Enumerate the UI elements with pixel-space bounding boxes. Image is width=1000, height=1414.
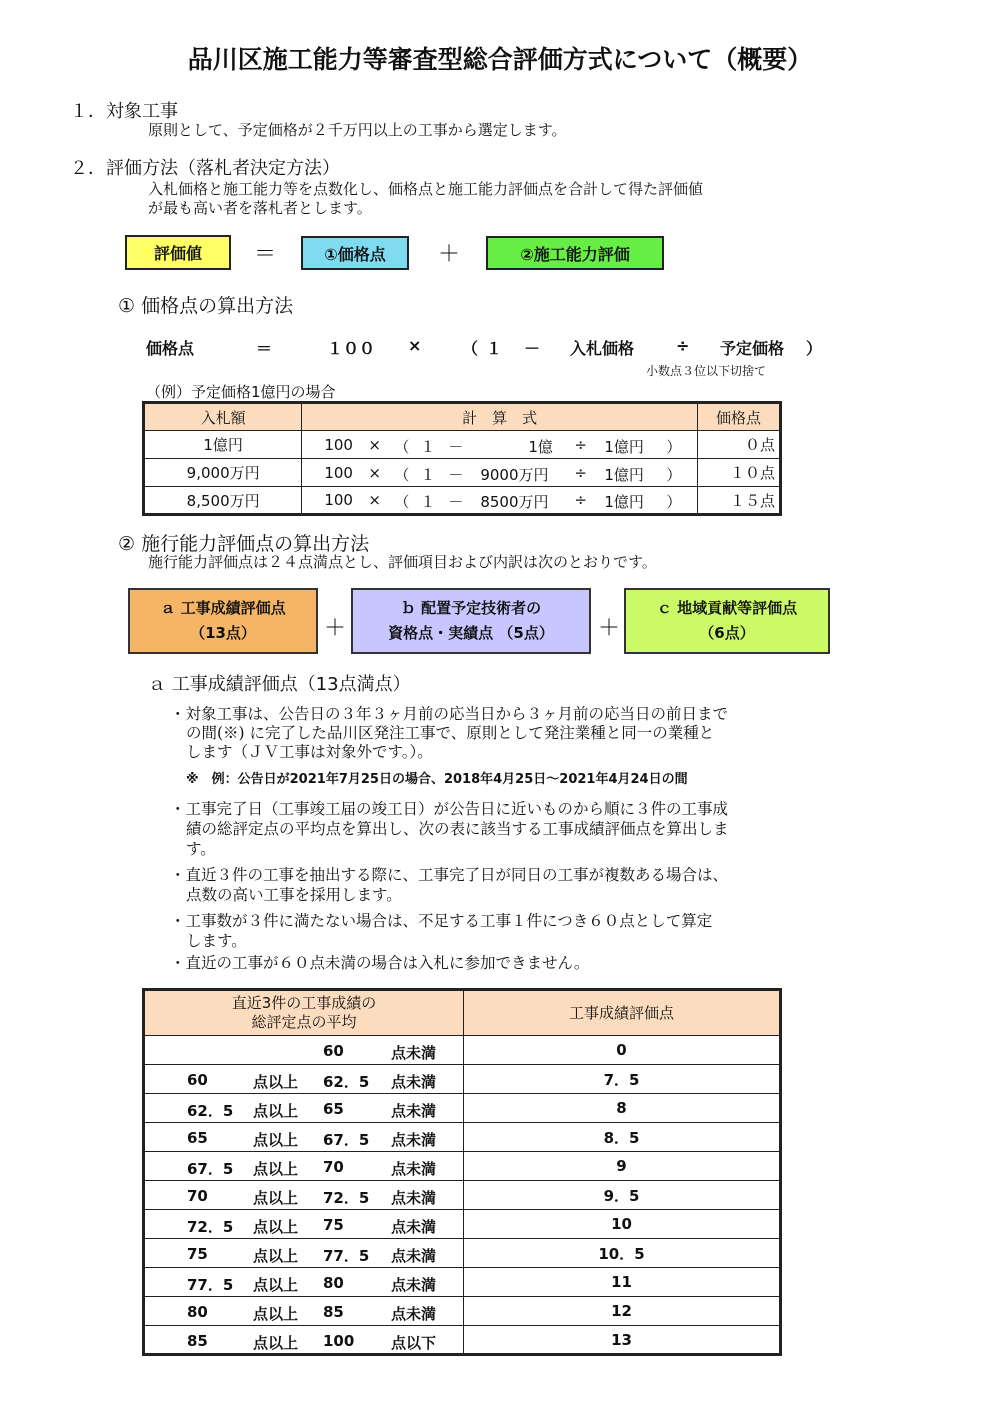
range-upper: 67．5 xyxy=(323,1131,370,1149)
calc-left-paren: （ xyxy=(394,493,410,511)
score-cell: 8 xyxy=(464,1094,781,1123)
range-lower: 70 xyxy=(187,1187,208,1205)
range-upper-suffix: 点未満 xyxy=(391,1131,437,1149)
calc-minus: － xyxy=(448,465,464,484)
section-2-heading: ２．評価方法（落札者決定方法） xyxy=(70,158,340,179)
formula-left-paren: （ xyxy=(462,339,479,358)
table-row xyxy=(144,459,781,487)
table-header-row xyxy=(144,990,781,1036)
table-row xyxy=(144,1239,781,1268)
equals-sign: ＝ xyxy=(254,242,277,267)
table-row xyxy=(144,1326,781,1355)
range-upper: 100 xyxy=(323,1332,355,1350)
range-lower-suffix: 点以上 xyxy=(253,1102,299,1120)
score-cell: １５点 xyxy=(697,487,780,515)
table-row xyxy=(144,1065,781,1094)
range-lower-suffix: 点以上 xyxy=(253,1218,299,1236)
construction-ability-box: ②施工能力評価 xyxy=(486,236,664,270)
card-regional-contribution xyxy=(624,588,830,654)
range-upper: 60 xyxy=(323,1042,344,1060)
range-lower-suffix: 点以上 xyxy=(253,1276,299,1294)
formula-times: × xyxy=(408,336,422,355)
range-cell xyxy=(144,1297,464,1326)
card-a-line2: （13点） xyxy=(190,624,256,642)
score-cell: 9 xyxy=(464,1152,781,1181)
calc-minus: － xyxy=(448,437,464,456)
calc-100: 100 xyxy=(324,491,353,509)
formula-cell xyxy=(302,460,697,486)
calc-amount: 9000万円 xyxy=(480,465,549,484)
calc-times: × xyxy=(368,435,381,454)
table-header-row xyxy=(144,403,781,431)
page-title: 品川区施工能力等審査型総合評価方式について（概要） xyxy=(187,45,813,74)
col-average-header xyxy=(144,990,464,1036)
performance-score-table xyxy=(142,988,782,1356)
col-score-header: 工事成績評価点 xyxy=(464,990,781,1036)
calc-right-paren: ） xyxy=(666,493,682,511)
range-lower: 60 xyxy=(187,1071,208,1089)
range-upper: 77．5 xyxy=(323,1247,370,1265)
range-lower: 80 xyxy=(187,1303,208,1321)
calc-divide: ÷ xyxy=(574,435,587,454)
table-row xyxy=(144,431,781,459)
range-upper: 85 xyxy=(323,1303,344,1321)
range-upper: 70 xyxy=(323,1158,344,1176)
range-cell xyxy=(144,1268,464,1297)
range-lower-suffix: 点以上 xyxy=(253,1131,299,1149)
formula-right-paren: ） xyxy=(806,339,823,358)
range-lower-suffix: 点以上 xyxy=(253,1305,299,1323)
col-formula-header: 計 算 式 xyxy=(302,403,698,431)
formula-planned-price: 予定価格 xyxy=(720,339,785,358)
formula-bid-price: 入札価格 xyxy=(570,339,635,358)
plus-sign: ＋ xyxy=(324,616,347,641)
range-upper: 72．5 xyxy=(323,1189,370,1207)
bid-cell: 8,500万円 xyxy=(144,487,302,515)
bullet-2-line3: す。 xyxy=(186,840,216,858)
score-cell: 10．5 xyxy=(464,1239,781,1268)
range-lower: 75 xyxy=(187,1245,208,1263)
bid-cell: 1億円 xyxy=(144,431,302,459)
bullet-4-line2: します。 xyxy=(186,932,247,950)
table-row xyxy=(144,1094,781,1123)
evaluation-value-box: 評価値 xyxy=(125,235,231,270)
calc-amount: 1億 xyxy=(528,437,553,456)
bullet-4-line1: ・工事数が３件に満たない場合は、不足する工事１件につき６０点として算定 xyxy=(170,912,713,930)
formula-divide: ÷ xyxy=(676,336,690,355)
table-row xyxy=(144,487,781,515)
score-cell: 0 xyxy=(464,1036,781,1065)
calc-base: 1億円 xyxy=(604,465,644,484)
formula-equals: ＝ xyxy=(256,339,273,358)
plus-sign: ＋ xyxy=(438,242,461,267)
range-cell xyxy=(144,1326,464,1355)
bullet-1-line1: ・対象工事は、公告日の３年３ヶ月前の応当日から３ヶ月前の応当日の前日まで xyxy=(170,705,729,723)
range-upper: 65 xyxy=(323,1100,344,1118)
range-upper-suffix: 点未満 xyxy=(391,1218,437,1236)
range-cell xyxy=(144,1065,464,1094)
col-score-header: 価格点 xyxy=(697,403,780,431)
formula-cell xyxy=(302,432,697,458)
score-cell: ０点 xyxy=(697,431,780,459)
table-row xyxy=(144,1181,781,1210)
range-lower: 72．5 xyxy=(187,1218,234,1236)
price-score-heading: ① 価格点の算出方法 xyxy=(118,295,294,317)
card-construction-performance xyxy=(128,588,318,654)
calc-divide: ÷ xyxy=(574,463,587,482)
calc-times: × xyxy=(368,463,381,482)
card-engineer-qualification xyxy=(351,588,591,654)
score-cell: 8．5 xyxy=(464,1123,781,1152)
range-lower: 77．5 xyxy=(187,1276,234,1294)
range-upper-suffix: 点未満 xyxy=(391,1102,437,1120)
calc-one: １ xyxy=(420,493,436,511)
card-b-line2: 資格点・実績点 （5点） xyxy=(388,624,554,642)
range-lower-suffix: 点以上 xyxy=(253,1073,299,1091)
range-lower: 67．5 xyxy=(187,1160,234,1178)
bullet-1-line2: の間(※) に完了した品川区発注工事で、原則として発注業種と同一の業種と xyxy=(186,724,715,742)
formula-100: １００ xyxy=(327,339,376,358)
plus-sign: ＋ xyxy=(598,616,621,641)
range-upper: 80 xyxy=(323,1274,344,1292)
calc-base: 1億円 xyxy=(604,437,644,456)
bullet-5: ・直近の工事が６０点未満の場合は入札に参加できません。 xyxy=(170,954,590,972)
bullet-3-line1: ・直近３件の工事を抽出する際に、工事完了日が同日の工事が複数ある場合は、 xyxy=(170,866,729,884)
card-c-line1: ｃ 地域貢献等評価点 xyxy=(656,599,798,617)
range-upper-suffix: 点以下 xyxy=(391,1334,437,1352)
table-row xyxy=(144,1268,781,1297)
calc-divide: ÷ xyxy=(574,491,587,509)
performance-heading: ａ 工事成績評価点（13点満点） xyxy=(148,674,411,695)
score-cell: 12 xyxy=(464,1297,781,1326)
range-cell xyxy=(144,1210,464,1239)
score-cell: 9．5 xyxy=(464,1181,781,1210)
bullet-2-line2: 績の総評定点の平均点を算出し、次の表に該当する工事成績評価点を算出しま xyxy=(186,820,729,838)
formula-one: １ xyxy=(486,339,503,358)
range-upper-suffix: 点未満 xyxy=(391,1160,437,1178)
calc-right-paren: ） xyxy=(666,465,682,484)
table-row xyxy=(144,1210,781,1239)
range-upper-suffix: 点未満 xyxy=(391,1305,437,1323)
range-upper: 75 xyxy=(323,1216,344,1234)
calc-one: １ xyxy=(420,437,436,456)
range-lower-suffix: 点以上 xyxy=(253,1189,299,1207)
section-2-body-line2: が最も高い者を落札者とします。 xyxy=(148,199,372,217)
table-row xyxy=(144,1152,781,1181)
range-upper: 62．5 xyxy=(323,1073,370,1091)
range-lower: 85 xyxy=(187,1332,208,1350)
bullet-3-line2: 点数の高い工事を採用します。 xyxy=(186,886,402,904)
calc-minus: － xyxy=(448,493,464,511)
calc-times: × xyxy=(368,491,381,509)
col-average-header-line1: 直近3件の工事成績の xyxy=(231,994,377,1012)
calc-100: 100 xyxy=(324,463,353,482)
col-bid-header: 入札額 xyxy=(144,403,302,431)
range-upper-suffix: 点未満 xyxy=(391,1189,437,1207)
formula-lhs: 価格点 xyxy=(146,339,195,358)
range-lower-suffix: 点以上 xyxy=(253,1160,299,1178)
example-period-note: ※ 例：公告日が2021年7月25日の場合、2018年4月25日～2021年4月24日の間 xyxy=(186,772,688,787)
col-average-header-line2: 総評定点の平均 xyxy=(251,1013,357,1031)
section-2-body-line1: 入札価格と施工能力等を点数化し、価格点と施工能力評価点を合計して得た評価値 xyxy=(148,180,704,198)
rounding-note: 小数点３位以下切捨て xyxy=(646,364,767,378)
formula-minus: － xyxy=(524,339,541,358)
calc-amount: 8500万円 xyxy=(480,493,549,511)
bullet-1-line3: します（ＪＶ工事は対象外です。）。 xyxy=(186,743,433,761)
bid-cell: 9,000万円 xyxy=(144,459,302,487)
ability-score-body: 施行能力評価点は２４点満点とし、評価項目および内訳は次のとおりです。 xyxy=(148,553,657,571)
price-score-box: ①価格点 xyxy=(301,236,409,270)
card-c-line2: （6点） xyxy=(699,624,755,642)
range-lower: 62．5 xyxy=(187,1102,234,1120)
section-1-body: 原則として、予定価格が２千万円以上の工事から選定します。 xyxy=(148,121,567,139)
calc-one: １ xyxy=(420,465,436,484)
range-cell xyxy=(144,1152,464,1181)
range-upper-suffix: 点未満 xyxy=(391,1276,437,1294)
range-lower: 65 xyxy=(187,1129,208,1147)
range-upper-suffix: 点未満 xyxy=(391,1044,437,1062)
range-cell xyxy=(144,1123,464,1152)
calc-left-paren: （ xyxy=(394,437,410,456)
table-row xyxy=(144,1036,781,1065)
range-cell xyxy=(144,1094,464,1123)
range-upper-suffix: 点未満 xyxy=(391,1247,437,1265)
range-lower-suffix: 点以上 xyxy=(253,1247,299,1265)
range-lower-suffix: 点以上 xyxy=(253,1334,299,1352)
score-cell: 13 xyxy=(464,1326,781,1355)
range-cell xyxy=(144,1239,464,1268)
ability-score-heading: ② 施行能力評価点の算出方法 xyxy=(118,533,370,555)
range-upper-suffix: 点未満 xyxy=(391,1073,437,1091)
calc-100: 100 xyxy=(324,435,353,454)
card-b-line1: ｂ 配置予定技術者の xyxy=(400,599,542,617)
formula-cell xyxy=(302,487,697,513)
score-cell: 11 xyxy=(464,1268,781,1297)
range-cell xyxy=(144,1181,464,1210)
score-cell: 7．5 xyxy=(464,1065,781,1094)
table-row xyxy=(144,1123,781,1152)
card-a-line1: ａ 工事成績評価点 xyxy=(160,599,286,617)
bullet-2-line1: ・工事完了日（工事竣工届の竣工日）が公告日に近いものから順に３件の工事成 xyxy=(170,800,729,818)
example-caption: （例）予定価格1億円の場合 xyxy=(146,383,336,401)
calc-right-paren: ） xyxy=(666,437,682,456)
table-row xyxy=(144,1297,781,1326)
section-1-heading: １．対象工事 xyxy=(70,101,178,122)
calc-left-paren: （ xyxy=(394,465,410,484)
price-example-table xyxy=(142,401,782,516)
calc-base: 1億円 xyxy=(604,493,644,511)
score-cell: １０点 xyxy=(697,459,780,487)
range-cell xyxy=(144,1036,464,1065)
score-cell: 10 xyxy=(464,1210,781,1239)
